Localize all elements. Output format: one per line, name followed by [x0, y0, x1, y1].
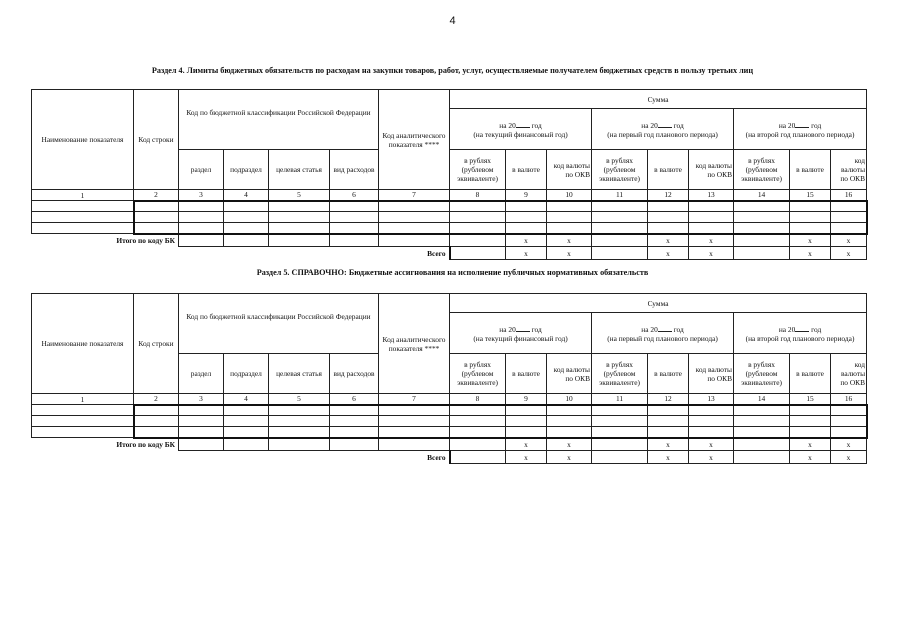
- data-cell[interactable]: [547, 212, 592, 223]
- column-number: 3: [179, 190, 224, 201]
- data-cell[interactable]: [831, 201, 867, 212]
- data-cell[interactable]: [450, 212, 506, 223]
- year-suffix: год: [811, 324, 822, 334]
- total-all-label: Всего: [427, 248, 446, 258]
- data-cell[interactable]: [689, 223, 734, 234]
- column-number: 4: [224, 190, 269, 201]
- data-cell[interactable]: [648, 201, 689, 212]
- data-cell[interactable]: [224, 405, 269, 416]
- data-cell[interactable]: [689, 212, 734, 223]
- column-number: 4: [224, 394, 269, 405]
- data-cell[interactable]: [831, 427, 867, 438]
- data-cell[interactable]: [689, 405, 734, 416]
- data-cell[interactable]: [790, 201, 831, 212]
- data-cell[interactable]: [790, 405, 831, 416]
- column-number: 8: [450, 190, 506, 201]
- data-cell[interactable]: [547, 223, 592, 234]
- data-cell[interactable]: [592, 416, 648, 427]
- header-analytic: Код аналитического показателя ****: [379, 294, 450, 394]
- column-number: 10: [547, 394, 592, 405]
- year-prefix: на 20: [778, 324, 796, 334]
- data-cell[interactable]: [689, 416, 734, 427]
- column-number: 5: [269, 394, 330, 405]
- data-cell[interactable]: [592, 427, 648, 438]
- header-year-1: [450, 313, 592, 354]
- data-cell[interactable]: [450, 223, 506, 234]
- year-prefix: на 20: [778, 120, 796, 130]
- total-all-cell: [450, 451, 506, 464]
- data-cell[interactable]: [134, 416, 179, 427]
- x-mark: x: [790, 247, 831, 260]
- year-suffix: год: [673, 120, 684, 130]
- year-blank: [658, 324, 672, 332]
- total-all-cell: [734, 451, 790, 464]
- data-cell[interactable]: [330, 405, 379, 416]
- column-number: 14: [734, 190, 790, 201]
- header-section: раздел: [179, 354, 224, 394]
- data-cell[interactable]: [790, 416, 831, 427]
- data-cell[interactable]: [831, 212, 867, 223]
- data-cell[interactable]: [547, 416, 592, 427]
- header-year-2: [592, 109, 734, 150]
- data-cell[interactable]: [32, 201, 134, 212]
- year-note: (на текущий финансовый год): [473, 129, 568, 139]
- data-cell[interactable]: [379, 416, 450, 427]
- total-bk-cell: [330, 438, 379, 451]
- header-name: Наименование показателя: [32, 294, 134, 394]
- data-cell[interactable]: [134, 405, 179, 416]
- data-cell[interactable]: [134, 201, 179, 212]
- data-cell[interactable]: [32, 405, 134, 416]
- data-cell[interactable]: [592, 405, 648, 416]
- data-cell[interactable]: [179, 223, 224, 234]
- data-cell[interactable]: [330, 212, 379, 223]
- data-cell[interactable]: [224, 212, 269, 223]
- x-mark: x: [648, 234, 689, 247]
- year-suffix: год: [531, 120, 542, 130]
- data-cell[interactable]: [648, 427, 689, 438]
- data-cell[interactable]: [179, 416, 224, 427]
- data-cell[interactable]: [648, 223, 689, 234]
- column-number: 15: [790, 394, 831, 405]
- header-name: Наименование показателя: [32, 90, 134, 190]
- total-all-cell: [592, 247, 648, 260]
- year-blank: [516, 324, 530, 332]
- data-cell[interactable]: [379, 405, 450, 416]
- header-exp-type: вид расходов: [330, 150, 379, 190]
- x-mark: x: [547, 438, 592, 451]
- data-cell[interactable]: [179, 212, 224, 223]
- header-okv: код валюты по ОКВ: [689, 150, 734, 190]
- data-cell[interactable]: [32, 427, 134, 438]
- data-cell[interactable]: [224, 201, 269, 212]
- header-okv: код валюты по ОКВ: [547, 354, 592, 394]
- data-cell[interactable]: [330, 223, 379, 234]
- header-okv: код валюты по ОКВ: [831, 150, 867, 190]
- data-cell[interactable]: [790, 223, 831, 234]
- data-cell[interactable]: [224, 427, 269, 438]
- total-bk-cell: [379, 234, 450, 247]
- total-bk-cell: [269, 438, 330, 451]
- year-note: (на текущий финансовый год): [473, 333, 568, 343]
- data-cell[interactable]: [734, 212, 790, 223]
- header-rub: в рублях (рублевом эквиваленте): [734, 150, 790, 190]
- data-cell[interactable]: [506, 405, 547, 416]
- data-cell[interactable]: [330, 427, 379, 438]
- total-all-cell: [734, 247, 790, 260]
- total-bk-label: Итого по коду БК: [116, 236, 175, 245]
- data-cell[interactable]: [179, 201, 224, 212]
- total-bk-cell: [592, 234, 648, 247]
- data-cell[interactable]: [32, 223, 134, 234]
- data-cell[interactable]: [450, 416, 506, 427]
- data-cell[interactable]: [134, 427, 179, 438]
- column-number: 3: [179, 394, 224, 405]
- data-cell[interactable]: [547, 427, 592, 438]
- column-number: 7: [379, 190, 450, 201]
- column-number: 5: [269, 190, 330, 201]
- data-cell[interactable]: [269, 201, 330, 212]
- header-bk-group: Код по бюджетной классификации Российской Федерации: [179, 90, 379, 150]
- data-cell[interactable]: [179, 405, 224, 416]
- column-number: 16: [831, 394, 867, 405]
- data-cell[interactable]: [379, 212, 450, 223]
- total-bk-cell: [734, 234, 790, 247]
- header-rub: в рублях (рублевом эквиваленте): [450, 354, 506, 394]
- header-subsection: подраздел: [224, 354, 269, 394]
- x-mark: x: [648, 451, 689, 464]
- column-number: 15: [790, 190, 831, 201]
- data-cell[interactable]: [734, 416, 790, 427]
- column-number: 2: [134, 190, 179, 201]
- data-cell[interactable]: [734, 427, 790, 438]
- column-number: 12: [648, 394, 689, 405]
- column-number: 1: [32, 190, 134, 201]
- section-4-title: Раздел 4. Лимиты бюджетных обязательств по расходам на закупки товаров, работ, услуг, осуществляемые получателем бюджетных средств в пользу третьих лиц: [151, 66, 754, 75]
- column-number: 9: [506, 394, 547, 405]
- data-cell[interactable]: [134, 212, 179, 223]
- data-cell[interactable]: [330, 201, 379, 212]
- data-cell[interactable]: [506, 212, 547, 223]
- data-cell[interactable]: [734, 223, 790, 234]
- header-okv: код валюты по ОКВ: [831, 354, 867, 394]
- header-rub: в рублях (рублевом эквиваленте): [592, 150, 648, 190]
- year-blank: [795, 120, 809, 128]
- data-cell[interactable]: [648, 212, 689, 223]
- data-cell[interactable]: [506, 201, 547, 212]
- data-cell[interactable]: [831, 416, 867, 427]
- data-cell[interactable]: [269, 405, 330, 416]
- data-cell[interactable]: [689, 201, 734, 212]
- data-cell[interactable]: [330, 416, 379, 427]
- total-bk-cell: [330, 234, 379, 247]
- header-rub: в рублях (рублевом эквиваленте): [734, 354, 790, 394]
- year-suffix: год: [531, 324, 542, 334]
- column-number: 13: [689, 190, 734, 201]
- x-mark: x: [506, 451, 547, 464]
- data-cell[interactable]: [179, 427, 224, 438]
- header-sum: Сумма: [450, 90, 867, 109]
- data-cell[interactable]: [269, 416, 330, 427]
- header-target: целевая статья: [269, 150, 330, 190]
- header-sum: Сумма: [450, 294, 867, 313]
- data-cell[interactable]: [831, 405, 867, 416]
- total-bk-cell: [269, 234, 330, 247]
- year-blank: [658, 120, 672, 128]
- header-okv: код валюты по ОКВ: [547, 150, 592, 190]
- data-cell[interactable]: [592, 201, 648, 212]
- column-number: 10: [547, 190, 592, 201]
- x-mark: x: [648, 438, 689, 451]
- header-cur: в валюте: [506, 150, 547, 190]
- x-mark: x: [689, 438, 734, 451]
- x-mark: x: [831, 451, 867, 464]
- header-cur: в валюте: [790, 150, 831, 190]
- header-year-2: [592, 313, 734, 354]
- page-number: 4: [449, 15, 456, 27]
- x-mark: x: [689, 234, 734, 247]
- data-cell[interactable]: [506, 223, 547, 234]
- header-row-code: Код строки: [134, 294, 179, 394]
- column-number: 8: [450, 394, 506, 405]
- x-mark: x: [506, 234, 547, 247]
- data-cell[interactable]: [734, 201, 790, 212]
- year-note: (на второй год планового периода): [745, 129, 855, 139]
- column-number: 6: [330, 190, 379, 201]
- data-cell[interactable]: [790, 212, 831, 223]
- x-mark: x: [831, 247, 867, 260]
- header-section: раздел: [179, 150, 224, 190]
- year-suffix: год: [811, 120, 822, 130]
- total-all-label: Всего: [427, 452, 446, 462]
- year-blank: [516, 120, 530, 128]
- x-mark: x: [790, 451, 831, 464]
- x-mark: x: [831, 438, 867, 451]
- total-bk-cell: [224, 234, 269, 247]
- year-prefix: на 20: [499, 324, 516, 334]
- data-cell[interactable]: [592, 223, 648, 234]
- data-cell[interactable]: [450, 201, 506, 212]
- header-cur: в валюте: [790, 354, 831, 394]
- total-all-cell: [450, 247, 506, 260]
- header-target: целевая статья: [269, 354, 330, 394]
- year-note: (на второй год планового периода): [745, 333, 855, 343]
- data-cell[interactable]: [790, 427, 831, 438]
- column-number: 11: [592, 190, 648, 201]
- total-bk-cell: [179, 438, 224, 451]
- year-prefix: на 20: [641, 120, 658, 130]
- header-year-3: [734, 313, 867, 354]
- data-cell[interactable]: [269, 427, 330, 438]
- data-cell[interactable]: [450, 405, 506, 416]
- header-cur: в валюте: [648, 150, 689, 190]
- year-blank: [795, 324, 809, 332]
- data-cell[interactable]: [32, 416, 134, 427]
- header-cur: в валюте: [506, 354, 547, 394]
- x-mark: x: [506, 247, 547, 260]
- total-bk-cell: [734, 438, 790, 451]
- header-row-code: Код строки: [134, 90, 179, 190]
- total-bk-cell: [379, 438, 450, 451]
- data-cell[interactable]: [224, 223, 269, 234]
- data-cell[interactable]: [450, 427, 506, 438]
- total-bk-cell: [450, 234, 506, 247]
- data-cell[interactable]: [547, 201, 592, 212]
- total-bk-cell: [450, 438, 506, 451]
- column-number: 6: [330, 394, 379, 405]
- year-note: (на первый год планового периода): [607, 129, 718, 139]
- header-cur: в валюте: [648, 354, 689, 394]
- total-all-cell: [592, 451, 648, 464]
- data-cell[interactable]: [734, 405, 790, 416]
- data-cell[interactable]: [269, 212, 330, 223]
- x-mark: x: [547, 247, 592, 260]
- column-number: 14: [734, 394, 790, 405]
- data-cell[interactable]: [379, 427, 450, 438]
- column-number: 7: [379, 394, 450, 405]
- x-mark: x: [506, 438, 547, 451]
- header-subsection: подраздел: [224, 150, 269, 190]
- header-okv: код валюты по ОКВ: [689, 354, 734, 394]
- header-year-1: [450, 109, 592, 150]
- x-mark: x: [547, 451, 592, 464]
- year-prefix: на 20: [499, 120, 516, 130]
- header-bk-group: Код по бюджетной классификации Российской Федерации: [179, 294, 379, 354]
- total-bk-cell: [224, 438, 269, 451]
- data-cell[interactable]: [648, 405, 689, 416]
- data-cell[interactable]: [592, 212, 648, 223]
- x-mark: x: [790, 234, 831, 247]
- data-cell[interactable]: [379, 223, 450, 234]
- data-cell[interactable]: [506, 427, 547, 438]
- x-mark: x: [648, 247, 689, 260]
- data-cell[interactable]: [689, 427, 734, 438]
- header-rub: в рублях (рублевом эквиваленте): [450, 150, 506, 190]
- year-suffix: год: [673, 324, 684, 334]
- data-cell[interactable]: [269, 223, 330, 234]
- column-number: 16: [831, 190, 867, 201]
- column-number: 13: [689, 394, 734, 405]
- column-number: 11: [592, 394, 648, 405]
- data-cell[interactable]: [547, 405, 592, 416]
- header-analytic: Код аналитического показателя ****: [379, 90, 450, 190]
- data-cell[interactable]: [648, 416, 689, 427]
- header-rub: в рублях (рублевом эквиваленте): [592, 354, 648, 394]
- total-bk-label: Итого по коду БК: [116, 440, 175, 449]
- x-mark: x: [790, 438, 831, 451]
- x-mark: x: [689, 247, 734, 260]
- year-prefix: на 20: [641, 324, 658, 334]
- column-number: 1: [32, 394, 134, 405]
- data-cell[interactable]: [134, 223, 179, 234]
- form-table: [31, 293, 868, 464]
- column-number: 12: [648, 190, 689, 201]
- header-year-3: [734, 109, 867, 150]
- data-cell[interactable]: [379, 201, 450, 212]
- form-table: [31, 89, 868, 260]
- column-number: 2: [134, 394, 179, 405]
- column-number: 9: [506, 190, 547, 201]
- data-cell[interactable]: [32, 212, 134, 223]
- data-cell[interactable]: [506, 416, 547, 427]
- x-mark: x: [831, 234, 867, 247]
- year-note: (на первый год планового периода): [607, 333, 718, 343]
- total-bk-cell: [592, 438, 648, 451]
- x-mark: x: [689, 451, 734, 464]
- x-mark: x: [547, 234, 592, 247]
- section-5-title: Раздел 5. СПРАВОЧНО: Бюджетные ассигнования на исполнение публичных нормативных обязательств: [256, 268, 649, 277]
- header-exp-type: вид расходов: [330, 354, 379, 394]
- data-cell[interactable]: [831, 223, 867, 234]
- data-cell[interactable]: [224, 416, 269, 427]
- total-bk-cell: [179, 234, 224, 247]
